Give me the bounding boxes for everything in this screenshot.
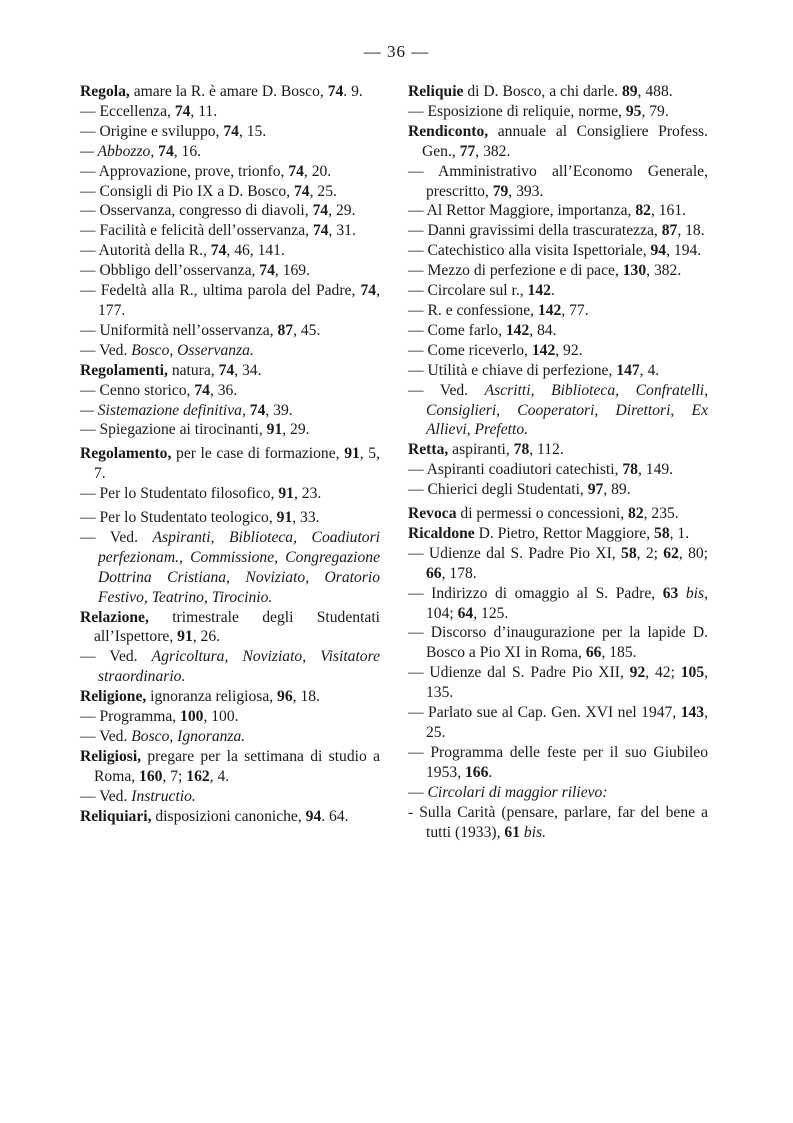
index-subentry — [80, 420, 380, 440]
entry-text: 91 — [177, 628, 193, 646]
entry-text: , 161. — [650, 202, 687, 220]
entry-text: 142 — [505, 321, 530, 339]
entry-text: 66 — [426, 564, 442, 582]
entry-text: 105 — [680, 664, 705, 682]
entry-text: , 11. — [190, 102, 218, 120]
entry-text: — Spiegazione ai tirocinanti, — [80, 421, 267, 439]
entry-text: 130 — [622, 262, 647, 280]
index-entry-heading — [80, 807, 380, 827]
entry-text: — Danni gravissimi della trascuratezza, — [408, 222, 662, 240]
entry-text: 79 — [492, 182, 509, 200]
entry-text: 74 — [360, 282, 377, 300]
entry-text: per le case di formazione, — [171, 445, 345, 463]
index-entry-heading — [80, 361, 380, 381]
entry-text: — Ved. — [80, 528, 153, 546]
index-subentry — [80, 162, 380, 182]
entry-text: di D. Bosco, a chi darle. — [463, 83, 622, 100]
entry-text: , 25. — [426, 704, 708, 741]
entry-text: 58 — [654, 524, 670, 542]
entry-text: pregare per la settimana di studio a Roma, — [94, 747, 380, 785]
entry-text: — Ved. — [80, 787, 132, 805]
entry-text: Aspiranti, Biblioteca, Coadiutori perfezionam., Commissione, Congregazione Dottrina Cristiana, Noviziato, Oratorio Festivo, Teatrino, Tirocinio. — [98, 528, 380, 606]
entry-text: , 1. — [669, 524, 690, 542]
entry-text: annuale al Consigliere Profess. Gen., — [422, 122, 708, 160]
index-subentry — [408, 221, 708, 241]
entry-text: , 393. — [508, 182, 544, 200]
entry-text: 89 — [621, 83, 638, 100]
entry-text: — Osservanza, congresso di diavoli, — [80, 202, 313, 220]
entry-text: , 16. — [173, 142, 202, 160]
index-entry-heading — [80, 444, 380, 484]
entry-text: — Consigli di Pio IX a D. Bosco, — [80, 182, 294, 200]
entry-text: , 33. — [292, 509, 320, 527]
entry-text: 74 — [312, 202, 329, 220]
entry-text: , 15. — [238, 122, 267, 140]
entry-text: — Facilità e felicità dell’osservanza, — [80, 222, 313, 240]
entry-text: Agricoltura, Noviziato, Visitatore straordinario. — [98, 648, 380, 686]
index-subentry — [80, 261, 380, 281]
index-subentry — [80, 484, 380, 504]
index-subentry — [80, 727, 380, 747]
index-subentry — [408, 663, 708, 703]
entry-text: , 77. — [561, 301, 589, 319]
entry-text: 66 — [585, 644, 602, 662]
index-subentry — [408, 321, 708, 341]
entry-text: 74 — [218, 361, 235, 379]
entry-text: 96 — [277, 688, 293, 706]
entry-text: — Come riceverlo, — [408, 341, 532, 359]
index-entry-heading — [408, 82, 708, 102]
entry-text: , 42; — [645, 664, 681, 682]
index-subentry — [80, 182, 380, 202]
index-subentry — [80, 647, 380, 687]
index-subentry — [80, 508, 380, 528]
index-subentry — [80, 281, 380, 321]
entry-text: Instructio. — [131, 787, 196, 805]
entry-text: 91 — [266, 421, 283, 439]
entry-text: , 125. — [473, 604, 509, 622]
entry-text: 147 — [616, 361, 640, 379]
entry-text: Regolamento, — [80, 445, 172, 463]
index-subentry — [408, 783, 708, 803]
entry-text: — Udienze dal S. Padre Pio XII, — [408, 664, 630, 682]
entry-text: bis — [678, 584, 705, 602]
index-subentry — [408, 381, 708, 441]
entry-text: — Indirizzo di omaggio al S. Padre, — [408, 584, 663, 602]
entry-text: — Uniformità nell’osservanza, — [80, 321, 278, 339]
entry-text: 74 — [174, 102, 191, 120]
entry-text: — Programma, — [80, 708, 181, 726]
entry-text: , 23. — [293, 485, 322, 503]
entry-text: , 4. — [639, 361, 660, 379]
entry-text: — Al Rettor Maggiore, importanza, — [408, 202, 636, 220]
entry-text: — Per lo Studentato teologico, — [80, 509, 277, 527]
entry-text: 142 — [537, 301, 562, 319]
entry-text: Reliquiari, — [80, 807, 152, 825]
index-subentry — [80, 142, 380, 162]
entry-text: — Approvazione, prove, trionfo, — [80, 162, 289, 180]
entry-text: , 79. — [641, 102, 669, 120]
entry-text: — Obbligo dell’osservanza, — [80, 262, 260, 280]
entry-text: 91 — [344, 445, 360, 463]
entry-text: , 29. — [328, 202, 356, 220]
entry-text: — Ved. — [80, 728, 132, 745]
entry-text: — Fedeltà alla R., ultima parola del Padre, — [80, 282, 361, 300]
entry-text: 62 — [663, 544, 679, 562]
entry-text: bis. — [520, 823, 546, 841]
entry-text: 162 — [186, 767, 210, 785]
entry-text: 77 — [459, 142, 476, 160]
entry-text: - Sulla Carità (pensare, parlare, far del bene a tutti (1933), — [408, 803, 708, 841]
entry-text: — Ved. — [80, 341, 132, 359]
entry-text: — Eccellenza, — [80, 102, 175, 120]
entry-text: , 34. — [234, 361, 262, 379]
entry-text: , 382. — [646, 262, 682, 280]
entry-text: , 7; — [162, 767, 187, 785]
entry-text: , 135. — [426, 664, 709, 702]
entry-text: , 18. — [292, 688, 320, 706]
entry-text: — Come farlo, — [408, 321, 506, 339]
index-subentry — [80, 707, 380, 727]
entry-text: 94 — [650, 242, 667, 260]
index-subentry — [408, 261, 708, 281]
index-subentry — [80, 528, 380, 608]
entry-text: Bosco, Osservanza. — [131, 341, 254, 359]
entry-text: — Amministrativo all’Economo Generale, prescritto, — [408, 162, 708, 200]
entry-text: — Chierici degli Studentati, — [408, 481, 588, 499]
entry-text: 78 — [513, 441, 530, 459]
index-subentry — [80, 401, 380, 421]
entry-text: Ricaldone — [408, 524, 475, 542]
entry-text: — — [408, 783, 428, 801]
entry-text: amare la R. è amare D. Bosco, — [129, 83, 328, 100]
entry-text: di permessi o concessioni, — [456, 505, 629, 523]
entry-text: 95 — [625, 102, 642, 120]
entry-text: , 31. — [328, 222, 356, 240]
entry-text: 87 — [277, 321, 294, 339]
entry-text: Ascritti, Biblioteca, Confratelli, Consiglieri, Cooperatori, Direttori, Ex Allievi, Prefetto. — [426, 381, 708, 439]
index-subentry — [408, 703, 708, 743]
entry-text: — Parlato sue al Cap. Gen. XVI nel 1947, — [408, 704, 681, 722]
index-subentry — [408, 102, 708, 122]
index-entry-heading — [408, 504, 708, 524]
entry-text: 61 — [504, 823, 520, 841]
index-subentry — [80, 122, 380, 142]
entry-text: Retta, — [408, 441, 449, 459]
entry-text: , 84. — [529, 321, 557, 339]
index-entry-heading — [80, 747, 380, 787]
entry-text: — Circolare sul r., — [408, 282, 528, 300]
index-subentry — [80, 201, 380, 221]
entry-text: , 100. — [203, 708, 239, 726]
entry-text: — Discorso d’inaugurazione per la lapide D. Bosco a Pio XI in Roma, — [408, 624, 708, 662]
entry-text: , 104; — [426, 584, 708, 622]
entry-text: , 18. — [677, 222, 705, 240]
entry-text: 82 — [628, 505, 644, 523]
entry-text: , 92. — [555, 341, 583, 359]
entry-text: — Esposizione di reliquie, norme, — [408, 102, 626, 120]
index-subentry — [408, 460, 708, 480]
entry-text: — Origine e sviluppo, — [80, 122, 224, 140]
index-entry-heading — [408, 122, 708, 162]
entry-text: 87 — [661, 222, 678, 240]
index-subentry — [408, 480, 708, 500]
entry-text: natura, — [167, 361, 219, 379]
entry-text: 82 — [635, 202, 651, 220]
entry-text: 94 — [305, 807, 322, 825]
entry-text: . 64. — [321, 807, 349, 825]
entry-text: — Udienze dal S. Padre Pio XI, — [408, 544, 622, 562]
entry-text: Relazione, — [80, 608, 149, 626]
entry-text: Religione, — [80, 688, 147, 706]
entry-text: , 169. — [274, 262, 310, 280]
index-subentry — [408, 281, 708, 301]
entry-text: , 235. — [643, 505, 679, 523]
entry-text: Regolamenti, — [80, 361, 168, 379]
entry-text: 64 — [457, 604, 474, 622]
entry-text: D. Pietro, Rettor Maggiore, — [474, 524, 655, 542]
entry-text: Bosco, Ignoranza. — [131, 728, 246, 745]
index-column-right — [408, 82, 708, 842]
index-subentry — [80, 102, 380, 122]
index-subentry — [80, 341, 380, 361]
entry-text: — Catechistico alla visita Ispettoriale, — [408, 242, 651, 260]
index-entry-heading — [80, 687, 380, 707]
entry-text: 91 — [278, 485, 294, 503]
entry-text: 91 — [276, 509, 293, 527]
entry-text: Reliquie — [408, 83, 464, 100]
entry-text: Revoca — [408, 505, 457, 523]
entry-text: 142 — [527, 282, 551, 300]
entry-text: 74 — [210, 242, 227, 260]
entry-text: Regola, — [80, 83, 130, 100]
entry-text: , 29. — [282, 421, 310, 439]
entry-text: 74 — [327, 83, 344, 100]
entry-text: , 80; — [678, 544, 708, 562]
index-subentry — [408, 241, 708, 261]
entry-text: 100 — [180, 708, 204, 726]
entry-text: . 9. — [343, 83, 363, 100]
entry-text: 74 — [259, 262, 275, 280]
entry-text: — Ved. — [408, 381, 485, 399]
entry-text: — Aspiranti coadiutori catechisti, — [408, 461, 623, 479]
entry-text: 74 — [249, 401, 266, 419]
index-entry-heading — [408, 524, 708, 544]
entry-text: , 26. — [192, 628, 221, 646]
entry-text: , 20. — [303, 162, 332, 180]
page-number: — 36 — — [363, 42, 430, 61]
entry-text: trimestrale degli Studentati all’Ispettore, — [94, 608, 380, 646]
index-subentry — [408, 162, 708, 202]
index-column-left — [80, 82, 380, 827]
entry-text: — Abbozzo, — [80, 142, 159, 160]
entry-text: 58 — [621, 544, 637, 562]
entry-text: 63 — [662, 584, 679, 602]
entry-text: 97 — [587, 481, 604, 499]
entry-text: , 25. — [309, 182, 337, 200]
entry-text: Circolari di maggior rilievo: — [427, 783, 608, 801]
entry-text: — Sistemazione definitiva, — [80, 401, 250, 419]
index-subentry — [80, 787, 380, 807]
entry-text: Rendiconto, — [408, 122, 489, 140]
entry-text: 74 — [158, 142, 174, 160]
entry-text: — Autorità della R., — [80, 242, 211, 260]
index-subentry — [80, 321, 380, 341]
index-subentry — [80, 241, 380, 261]
index-entry-heading — [80, 608, 380, 648]
entry-text: . — [550, 282, 555, 300]
entry-text: Religiosi, — [80, 747, 142, 765]
entry-text: 74 — [294, 182, 310, 200]
entry-text: 74 — [223, 122, 239, 140]
entry-text: 74 — [194, 381, 210, 399]
entry-text: 78 — [622, 461, 638, 479]
index-subentry — [408, 743, 708, 783]
entry-text: , 194. — [666, 242, 702, 260]
entry-text: — Programma delle feste per il suo Giubileo 1953, — [408, 743, 708, 781]
entry-text: — Ved. — [80, 648, 152, 666]
entry-text: — Utilità e chiave di perfezione, — [408, 361, 617, 379]
entry-text: , 488. — [637, 83, 673, 100]
entry-text: , 45. — [293, 321, 321, 339]
index-subentry — [408, 544, 708, 584]
entry-text: , 4. — [209, 767, 230, 785]
entry-text: , 46, 141. — [226, 242, 285, 260]
entry-text: 160 — [139, 767, 163, 785]
index-subentry — [80, 381, 380, 401]
index-subentry — [408, 584, 708, 624]
entry-text: , 112. — [529, 441, 564, 459]
entry-text: 92 — [629, 664, 646, 682]
index-subentry — [408, 361, 708, 381]
entry-text: — Mezzo di perfezione e di pace, — [408, 262, 623, 280]
entry-text: , 39. — [265, 401, 293, 419]
entry-text: 74 — [288, 162, 304, 180]
entry-text: , 177. — [98, 282, 380, 319]
entry-text: — Cenno storico, — [80, 381, 195, 399]
entry-text: — Per lo Studentato filosofico, — [80, 485, 279, 503]
entry-text: , 149. — [637, 461, 674, 479]
index-subentry — [408, 803, 708, 843]
index-entry-heading — [408, 440, 708, 460]
entry-text: 143 — [680, 704, 705, 722]
index-entry-heading — [80, 82, 380, 102]
entry-text: , 2; — [636, 544, 664, 562]
entry-text: , 36. — [209, 381, 238, 399]
index-subentry — [408, 623, 708, 663]
entry-text: aspiranti, — [448, 441, 514, 459]
entry-text: disposizioni canoniche, — [151, 807, 306, 825]
entry-text: . — [488, 763, 493, 781]
entry-text: , 89. — [603, 481, 631, 499]
index-subentry — [408, 341, 708, 361]
entry-text: — R. e confessione, — [408, 301, 538, 319]
entry-text: 142 — [531, 341, 556, 359]
entry-text: 166 — [464, 763, 489, 781]
index-subentry — [80, 221, 380, 241]
entry-text: 74 — [312, 222, 329, 240]
index-subentry — [408, 301, 708, 321]
entry-text: , 5, 7. — [94, 445, 381, 483]
index-subentry — [408, 201, 708, 221]
entry-text: , 185. — [601, 644, 637, 662]
entry-text: , 382. — [475, 142, 511, 160]
entry-text: , 178. — [441, 564, 477, 582]
entry-text: ignoranza religiosa, — [146, 688, 278, 706]
